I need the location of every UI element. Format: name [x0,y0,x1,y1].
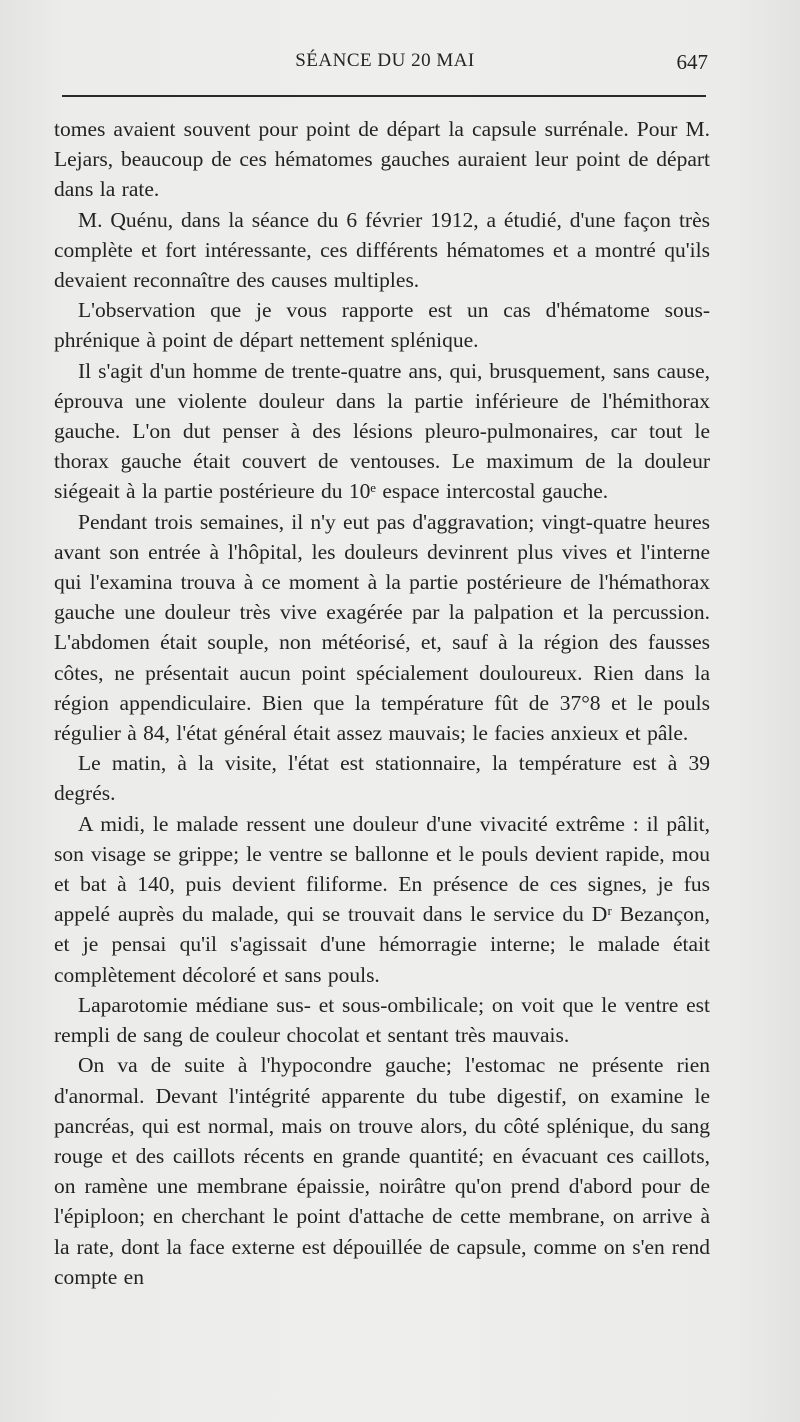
page-header [60,50,710,78]
paragraph-4: Il s'agit d'un homme de trente-quatre ans, qui, brusquement, sans cause, éprouva une violente douleur dans la partie inférieure de l'hémithorax gauche. L'on dut penser à des lésions pleuro-pulmonaires, car tout le thorax gauche était couvert de ventouses. Le maximum de la douleur siégeait à la partie postérieure du 10ᵉ espace intercostal gauche. [54,358,710,504]
body-text [54,114,710,1292]
header-rule [62,95,706,97]
paragraph-6: Le matin, à la visite, l'état est stationnaire, la température est à 39 degrés. [54,751,710,806]
paragraph-3: L'observation que je vous rapporte est un cas d'hématome sous-phrénique à point de départ nettement splénique. [54,298,710,353]
paragraph-5: Pendant trois semaines, il n'y eut pas d'aggravation; vingt-quatre heures avant son entrée à l'hôpital, les douleurs devinrent plus vives et l'interne qui l'examina trouva à ce moment à la partie postérieure de l'hémathorax gauche une douleur très vive exagérée par la palpation et la percussion. L'abdomen était souple, non météorisé, et, sauf à la région des fausses côtes, ne présentait aucun point spécialement douloureux. Rien dans la région appendiculaire. Bien que la température fût de 37°8 et le pouls régulier à 84, l'état général était assez mauvais; le facies anxieux et pâle. [54,509,710,746]
running-title: SÉANCE DU 20 MAI [295,50,475,71]
paragraph-2: M. Quénu, dans la séance du 6 février 1912, a étudié, d'une façon très complète et fort intéressante, ces différents hématomes et a montré qu'ils devaient reconnaître des causes multiples. [54,207,710,293]
page-number: 647 [676,50,708,74]
paragraph-8: Laparotomie médiane sus- et sous-ombilicale; on voit que le ventre est rempli de sang de couleur chocolat et sentant très mauvais. [54,992,710,1048]
paragraph-9: On va de suite à l'hypocondre gauche; l'estomac ne présente rien d'anormal. Devant l'intégrité apparente du tube digestif, on examine le pancréas, qui est normal, mais on trouve alors, du côté splénique, du sang rouge et des caillots récents en grande quantité; en évacuant ces caillots, on ramène une membrane épaissie, noirâtre qu'on prend d'abord pour de l'épiploon; en cherchant le point d'attache de cette membrane, on arrive à la rate, dont la face externe est dépouillée de capsule, comme on s'en rend compte en [54,1053,710,1289]
paragraph-7: A midi, le malade ressent une douleur d'une vivacité extrême : il pâlit, son visage se grippe; le ventre se ballonne et le pouls devient rapide, mou et bat à 140, puis devient filiforme. En présence de ces signes, je fus appelé auprès du malade, qui se trouvait dans le service du Dʳ Bezançon, et je pensai qu'il s'agissait d'une hémorragie interne; le malade était complètement décoloré et sans pouls. [54,811,710,987]
paragraph-1: tomes avaient souvent pour point de départ la capsule surrénale. Pour M. Lejars, beaucoup de ces hématomes gauches auraient leur point de départ dans la rate. [54,117,710,202]
